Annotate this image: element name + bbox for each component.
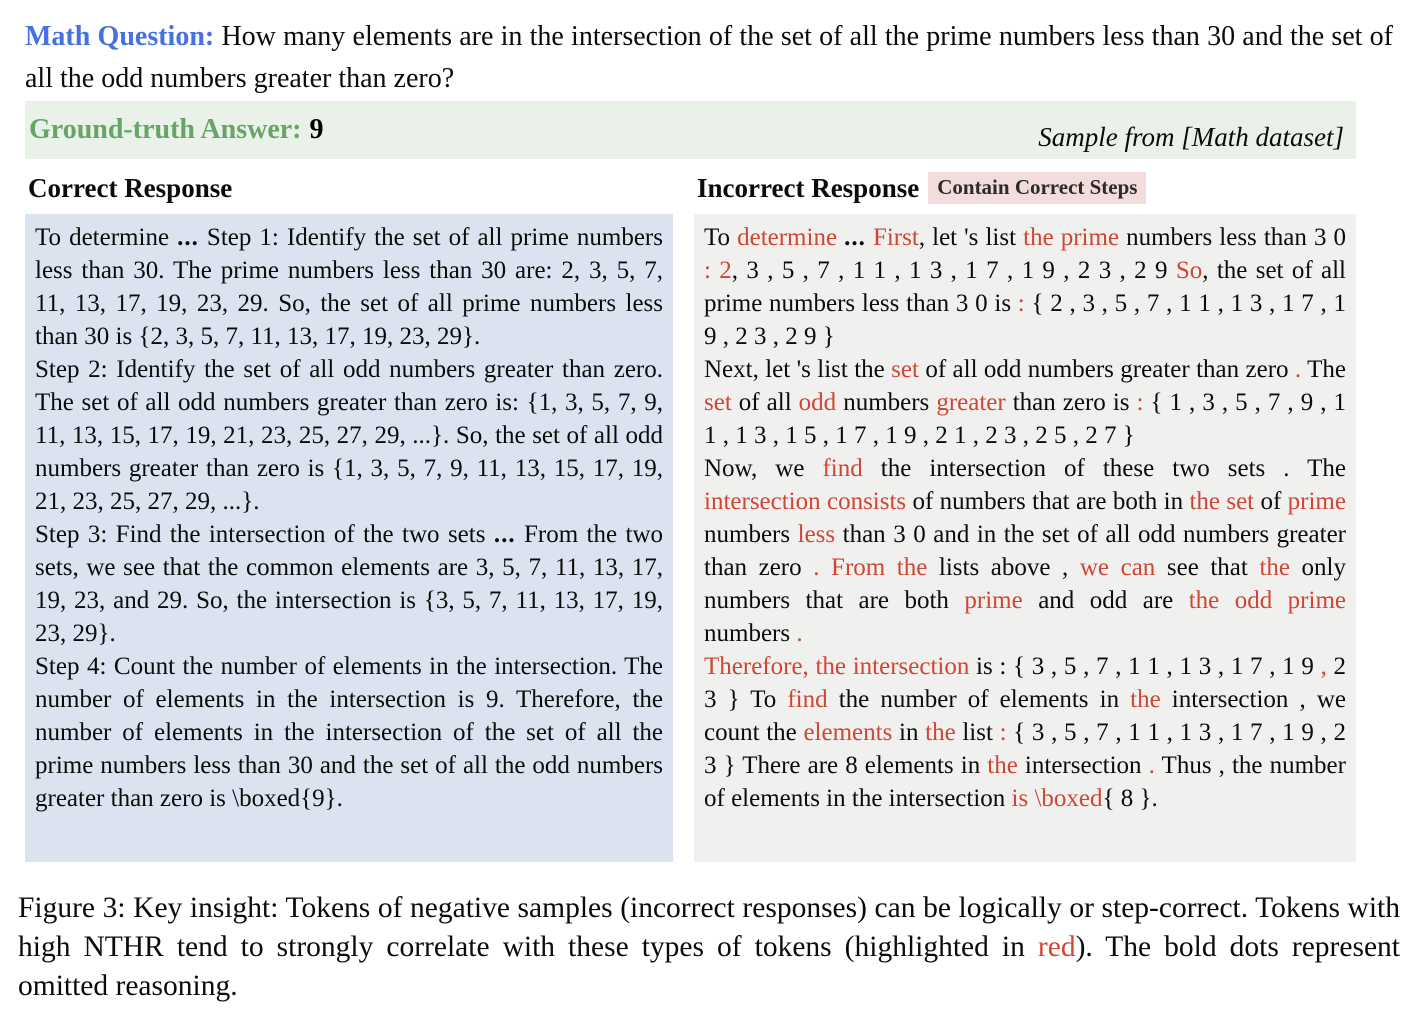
math-question-label: Math Question: [25,21,215,52]
incorrect-response-title: Incorrect Response [697,173,920,203]
math-question-text: How many elements are in the intersection of the set of all the prime numbers less than 30 and the set of all the odd numbers greater than zero? [25,21,1394,94]
math-question-block [25,16,1393,100]
contain-correct-steps-badge: Contain Correct Steps [928,172,1146,204]
ground-truth-label: Ground-truth Answer: [29,114,302,145]
correct-response-panel: To determine ... Step 1: Identify the set of all prime numbers less than 30. The prime numbers less than 30 are: 2, 3, 5, 7, 11, 13, 17, 19, 23, 29. So, the set of all prime numbers less than 30 is {2, 3, 5, 7, 11, 13, 17, 19, 23, 29}. Step 2: Identify the set of all odd numbers greater than zero. The set of all odd numbers greater than zero is: {1, 3, 5, 7, 9, 11, 13, 15, 17, 19, 21, 23, 25, 27, 29, ...}. So, the set of all odd numbers greater than zero is {1, 3, 5, 7, 9, 11, 13, 15, 17, 19, 21, 23, 25, 27, 29, ...}. Step 3: Find the intersection of the two sets ... From the two sets, we see that the common elements are 3, 5, 7, 11, 13, 17, 19, 23, and 29. So, the intersection is {3, 5, 7, 11, 13, 17, 19, 23, 29}. Step 4: Count the number of elements in the intersection. The number of elements in the intersection is 9. Therefore, the number of elements in the intersection of the set of all the prime numbers less than 30 and the set of all the odd numbers greater than zero is \boxed{9}. [25,214,673,862]
sample-source-note: Sample from [Math dataset] [1038,122,1344,152]
response-panels [25,214,1414,862]
correct-response-header: Correct Response [28,172,233,203]
incorrect-response-panel: To determine ... First, let 's list the prime numbers less than 3 0 : 2, 3 , 5 , 7 , 1 1 , 1 3 , 1 7 , 1 9 , 2 3 , 2 9 So, the set of all prime numbers less than 3 0 is : { 2 , 3 , 5 , 7 , 1 1 , 1 3 , 1 7 , 1 9 , 2 3 , 2 9 } Next, let 's list the set of all odd numbers greater than zero . The set of all odd numbers greater than zero is : { 1 , 3 , 5 , 7 , 9 , 1 1 , 1 3 , 1 5 , 1 7 , 1 9 , 2 1 , 2 3 , 2 5 , 2 7 } Now, we find the intersection of these two sets . The intersection consists of numbers that are both in the set of prime numbers less than 3 0 and in the set of all odd numbers greater than zero . From the lists above , we can see that the only numbers that are both prime and odd are the odd prime numbers . Therefore, the intersection is : { 3 , 5 , 7 , 1 1 , 1 3 , 1 7 , 1 9 , 2 3 } To find the number of elements in the intersection , we count the elements in the list : { 3 , 5 , 7 , 1 1 , 1 3 , 1 7 , 1 9 , 2 3 } There are 8 elements in the intersection . Thus , the number of elements in the intersection is \boxed{ 8 }. [694,214,1356,862]
figure-caption: Figure 3: Key insight: Tokens of negative samples (incorrect responses) can be logically or step-correct. Tokens with high NTHR tend to strongly correlate with these types of tokens (highlighted in red). The bold dots represent omitted reasoning. [18,892,1400,1002]
ground-truth-answer [25,101,324,159]
incorrect-response-header [694,172,1356,204]
ground-truth-banner [25,101,1356,159]
column-headers [25,172,1414,204]
ground-truth-value: 9 [309,114,324,145]
